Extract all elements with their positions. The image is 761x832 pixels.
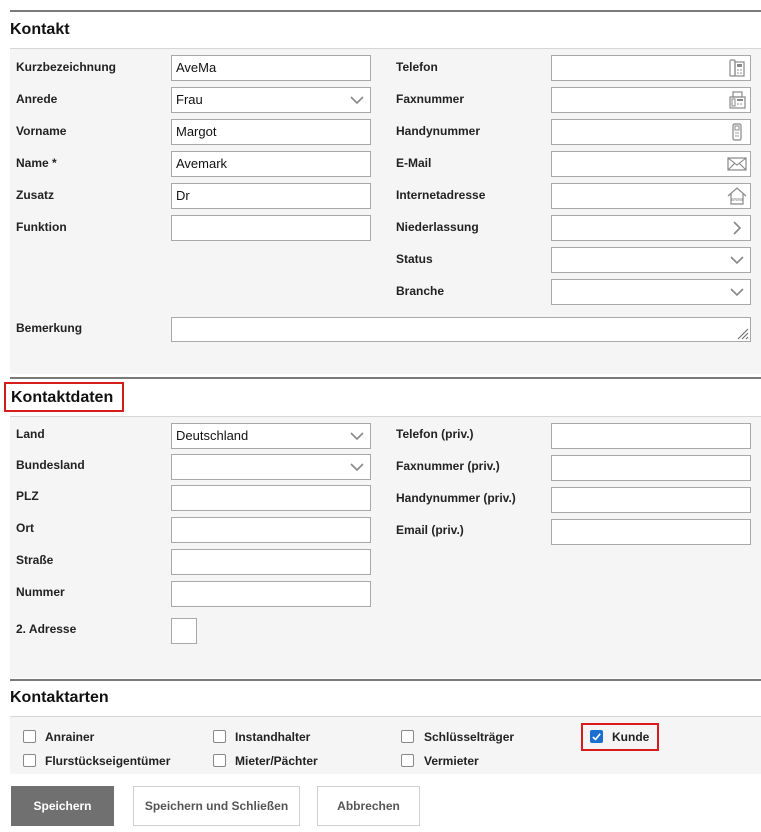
cancel-button[interactable]: Abbrechen — [317, 786, 420, 826]
mobile-phone-icon — [727, 122, 747, 142]
nummer-input[interactable] — [171, 581, 371, 607]
chevron-down-icon — [347, 90, 367, 110]
kunde-label[interactable]: Kunde — [612, 730, 650, 744]
handynummer-label: Handynummer — [396, 124, 481, 138]
instandhalter-checkbox[interactable] — [213, 730, 226, 743]
zweite-adresse-button[interactable] — [171, 618, 197, 644]
resize-handle-icon[interactable] — [735, 326, 749, 340]
funktion-input[interactable] — [171, 215, 371, 241]
vermieter-checkbox[interactable] — [401, 754, 414, 767]
schluesseltraeger-checkbox[interactable] — [401, 730, 414, 743]
status-label: Status — [396, 252, 433, 266]
kurzbezeichnung-input[interactable]: AveMa — [171, 55, 371, 81]
save-and-close-button[interactable]: Speichern und Schließen — [133, 786, 300, 826]
internetadresse-input[interactable] — [551, 183, 751, 209]
email-input[interactable] — [551, 151, 751, 177]
faxnummer-input[interactable] — [551, 87, 751, 113]
handynummer-priv-input[interactable] — [551, 487, 751, 513]
kunde-checkbox[interactable] — [590, 730, 603, 743]
funktion-label: Funktion — [16, 220, 67, 234]
kontaktarten-header — [10, 681, 761, 717]
email-label: E-Mail — [396, 156, 432, 170]
handynummer-priv-label: Handynummer (priv.) — [396, 491, 516, 505]
fax-icon — [727, 90, 747, 110]
mieter-paechter-checkbox[interactable] — [213, 754, 226, 767]
niederlassung-select[interactable] — [551, 215, 751, 241]
bundesland-select[interactable] — [171, 454, 371, 480]
chevron-down-icon — [347, 426, 367, 446]
faxnummer-priv-label: Faxnummer (priv.) — [396, 459, 500, 473]
zusatz-label: Zusatz — [16, 188, 55, 202]
status-select[interactable] — [551, 247, 751, 273]
home-web-icon — [727, 186, 747, 206]
ort-input[interactable] — [171, 517, 371, 543]
land-select[interactable]: Deutschland — [171, 423, 371, 449]
ort-label: Ort — [16, 521, 34, 535]
branche-label: Branche — [396, 284, 445, 298]
phone-icon — [727, 58, 747, 78]
chevron-down-icon — [347, 457, 367, 477]
bemerkung-textarea[interactable] — [171, 317, 751, 342]
flurstueckseigentuemer-checkbox[interactable] — [23, 754, 36, 767]
bundesland-label: Bundesland — [16, 458, 85, 472]
instandhalter-label[interactable]: Instandhalter — [235, 730, 311, 744]
telefon-input[interactable] — [551, 55, 751, 81]
strasse-label: Straße — [16, 553, 54, 567]
zusatz-input[interactable]: Dr — [171, 183, 371, 209]
mieter-paechter-label[interactable]: Mieter/Pächter — [235, 754, 318, 768]
faxnummer-priv-input[interactable] — [551, 455, 751, 481]
envelope-icon — [727, 154, 747, 174]
vorname-label: Vorname — [16, 124, 67, 138]
handynummer-input[interactable] — [551, 119, 751, 145]
anrainer-label[interactable]: Anrainer — [45, 730, 95, 744]
zweite-adresse-label: 2. Adresse — [16, 622, 77, 636]
internetadresse-label: Internetadresse — [396, 188, 486, 202]
telefon-priv-label: Telefon (priv.) — [396, 427, 474, 441]
name-label: Name * — [16, 156, 57, 170]
plz-label: PLZ — [16, 489, 39, 503]
vermieter-label[interactable]: Vermieter — [424, 754, 479, 768]
telefon-priv-input[interactable] — [551, 423, 751, 449]
chevron-right-icon — [727, 218, 747, 238]
anrede-select[interactable]: Frau — [171, 87, 371, 113]
highlight-box — [4, 382, 124, 412]
kontaktarten-title: Kontaktarten — [10, 689, 109, 706]
kurzbezeichnung-label: Kurzbezeichnung — [16, 60, 117, 74]
kontakt-header — [10, 12, 761, 49]
strasse-input[interactable] — [171, 549, 371, 575]
svg-text:www: www — [730, 197, 744, 203]
save-button[interactable]: Speichern — [11, 786, 114, 826]
plz-input[interactable] — [171, 485, 371, 511]
nummer-label: Nummer — [16, 585, 65, 599]
vorname-input[interactable]: Margot — [171, 119, 371, 145]
chevron-down-icon — [727, 282, 747, 302]
bemerkung-label: Bemerkung — [16, 321, 83, 335]
checkmark-icon — [591, 731, 602, 742]
name-input[interactable]: Avemark — [171, 151, 371, 177]
telefon-label: Telefon — [396, 60, 438, 74]
anrainer-checkbox[interactable] — [23, 730, 36, 743]
branche-select[interactable] — [551, 279, 751, 305]
kontaktdaten-title: Kontaktdaten — [11, 389, 114, 406]
email-priv-label: Email (priv.) — [396, 523, 464, 537]
chevron-down-icon — [727, 250, 747, 270]
schluesseltraeger-label[interactable]: Schlüsselträger — [424, 730, 515, 744]
faxnummer-label: Faxnummer — [396, 92, 465, 106]
niederlassung-label: Niederlassung — [396, 220, 479, 234]
email-priv-input[interactable] — [551, 519, 751, 545]
flurstueckseigentuemer-label[interactable]: Flurstückseigentümer — [45, 754, 171, 768]
kontakt-title: Kontakt — [10, 21, 70, 38]
anrede-label: Anrede — [16, 92, 58, 106]
land-label: Land — [16, 427, 45, 441]
